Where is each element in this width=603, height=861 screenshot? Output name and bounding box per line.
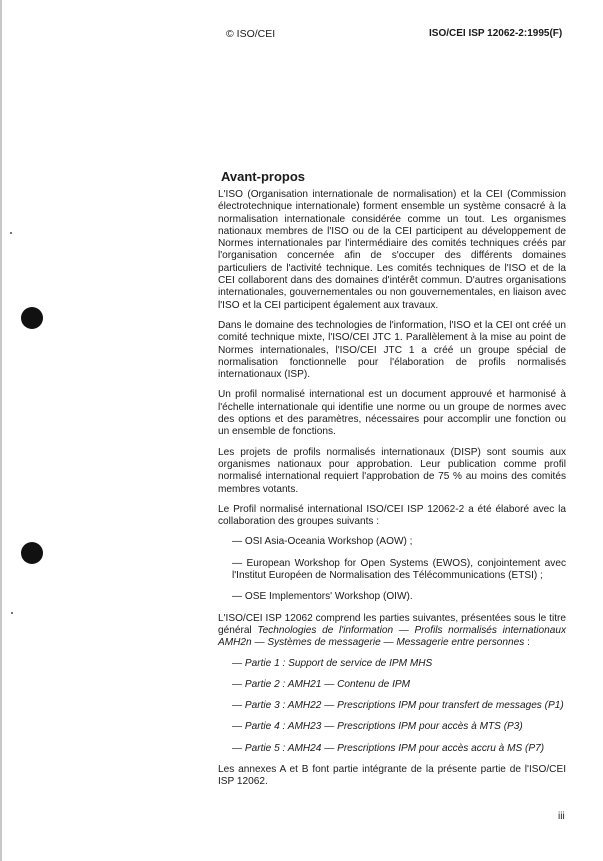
paragraph: Un profil normalisé international est un document approuvé et harmonisé à l'échelle internationale qui identifie une norme ou un groupe de normes avec des options et des paramètres, nécessaires pour accomplir une fonction ou un ensemble de fonctions.	[218, 389, 566, 438]
paragraph: Le Profil normalisé international ISO/CEI ISP 12062-2 a été élaboré avec la collaboration des groupes suivants :	[218, 503, 566, 528]
list-item	[218, 558, 566, 583]
list-item	[218, 591, 566, 603]
header-document-id: ISO/CEI ISP 12062-2:1995(F)	[429, 28, 563, 39]
paragraph: Dans le domaine des technologies de l'information, l'ISO et la CEI ont créé un comité technique mixte, l'ISO/CEI JTC 1. Parallèlement à la mise au point de Normes internationales, l'ISO/CEI JTC 1 a créé un groupe spécial de normalisation fonctionnelle pour l'élaboration de profils normalisés internationaux (ISP).	[218, 319, 566, 381]
header-copyright: © ISO/CEI	[226, 28, 276, 40]
paragraph-text: :	[524, 637, 530, 649]
page-number: iii	[558, 811, 565, 822]
list-item	[218, 679, 566, 691]
section-title: Avant-propos	[221, 169, 306, 184]
paragraph: Les annexes A et B font partie intégrante de la présente partie de l'ISO/CEI ISP 12062.	[218, 763, 566, 788]
list-item	[218, 658, 566, 670]
list-item	[218, 743, 566, 755]
list-item	[218, 700, 566, 712]
list-dash: —	[232, 591, 243, 603]
list-dash: —	[232, 678, 243, 690]
list-dash: —	[232, 721, 243, 733]
list-dash: —	[232, 742, 243, 754]
group-name: OSI Asia-Oceania Workshop (AOW) ;	[244, 536, 413, 548]
punch-hole	[21, 542, 43, 564]
paragraph: L'ISO (Organisation internationale de normalisation) et la CEI (Commission électrotechnique internationale) forment ensemble un système consacré à la normalisation internationale considérée comme un tout. Les organismes nationaux membres de l'ISO ou de la CEI participent au développement de Normes internationales par l'intermédiaire des comités techniques créés par l'organisation concernée afin de s'occuper des différents domaines particuliers de l'activité technique. Les comités techniques de l'ISO et de la CEI collaborent dans des domaines d'intérêt commun. D'autres organisations internationales, gouvernementales ou non gouvernementales, en liaison avec l'ISO et la CEI participent également aux travaux.	[218, 189, 566, 311]
list-dash: —	[232, 657, 243, 669]
series-title: Technologies de l'information — Profils normalisés internationaux AMH2n — Systèmes de messagerie — Messagerie entre personnes	[218, 624, 566, 649]
paragraph: Les projets de profils normalisés internationaux (DISP) sont soumis aux organismes nationaux pour approbation. Leur publication comme profil normalisé international requiert l'approbation de 75 % au moins des comités membres votants.	[218, 446, 566, 495]
part-title: Partie 5 : AMH24 — Prescriptions IPM pour accès accru à MS (P7)	[244, 742, 545, 754]
paragraph-text: L'ISO/CEI ISP 12062 comprend les parties suivantes, présentées sous le titre général	[218, 612, 566, 636]
paragraph	[218, 613, 566, 650]
list-item	[218, 721, 566, 733]
group-name: European Workshop for Open Systems (EWOS), conjointement avec l'Institut Européen de Normalisation des Télécommunications (ETSI) ;	[232, 557, 566, 582]
part-title: Partie 4 : AMH23 — Prescriptions IPM pour accès à MTS (P3)	[244, 721, 523, 733]
scan-speck	[10, 232, 12, 234]
list-dash: —	[232, 557, 243, 569]
scan-speck	[11, 612, 13, 614]
list-dash: —	[232, 700, 243, 712]
foreword-body	[218, 189, 566, 797]
scan-edge	[0, 0, 2, 861]
punch-hole	[21, 307, 43, 329]
list-item	[218, 536, 566, 548]
part-title: Partie 1 : Support de service de IPM MHS	[244, 657, 433, 669]
group-name: OSE Implementors' Workshop (OIW).	[244, 591, 413, 603]
part-title: Partie 2 : AMH21 — Contenu de IPM	[244, 678, 411, 690]
part-title: Partie 3 : AMH22 — Prescriptions IPM pour transfert de messages (P1)	[244, 700, 564, 712]
list-dash: —	[232, 536, 243, 548]
